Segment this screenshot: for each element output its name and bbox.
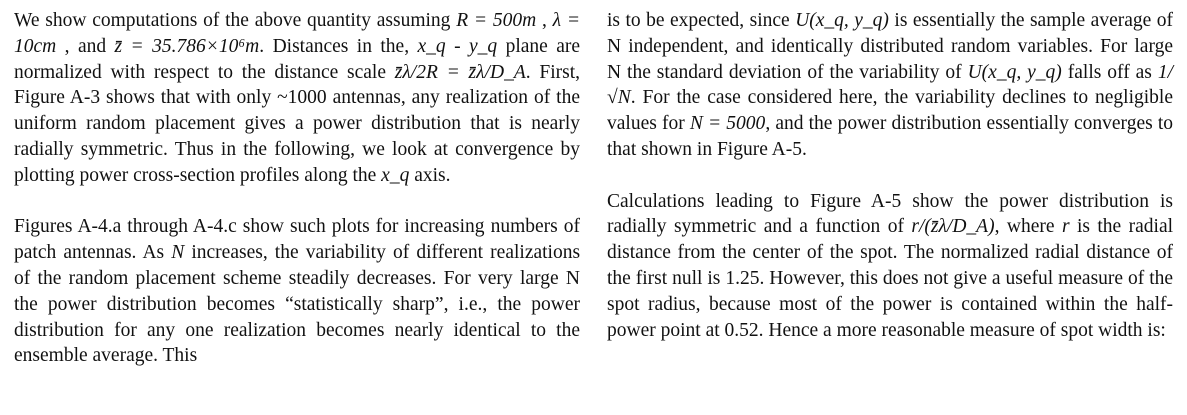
- text: . Distances in the,: [259, 35, 410, 57]
- left-paragraph-2: [14, 214, 580, 369]
- text: is to be expected, since: [607, 10, 790, 31]
- math-z-value: z̄ = 35.786×10⁶m: [114, 35, 260, 57]
- text: different realizations of the random placement scheme steadily: [14, 242, 581, 289]
- math-r: r: [1061, 216, 1070, 238]
- text: axis.: [414, 164, 451, 186]
- text: is radially symmetric and a function of: [607, 190, 1173, 238]
- text: increases, the variability of: [191, 242, 410, 264]
- text: plane are: [505, 35, 581, 57]
- text: is nearly radially symmetric. Thus in the following, we look at: [14, 113, 581, 160]
- text: of the uniform random placement gives a power distribution that: [14, 87, 581, 135]
- math-inverse-sqrt-n: 1/√N: [607, 61, 1174, 109]
- math-distance-scale: z̄λ/2R = z̄λ/D_A: [394, 61, 526, 83]
- text: normalized with respect to the distance scale: [14, 61, 386, 83]
- text: of N independent, and identically distributed random variables. For: [607, 10, 1174, 57]
- text: Figures A-4.a through A-4.c show such plots for increasing: [14, 216, 485, 238]
- text: and: [77, 35, 107, 57]
- text: decreases. For very large N the power distribution becomes: [14, 267, 580, 315]
- text: . For the case considered here, the variability declines: [630, 87, 1067, 109]
- right-paragraph-2: [607, 189, 1173, 344]
- left-column: [14, 8, 580, 369]
- text: large N the standard deviation of the variability of: [607, 35, 1173, 83]
- text: . First,: [525, 61, 581, 83]
- math-plane: x_q - y_q: [417, 35, 498, 57]
- math-u-function: U(x_q, y_q): [967, 61, 1062, 83]
- right-paragraph-1: [607, 8, 1173, 163]
- text: reasonable measure of spot width is:: [881, 319, 1166, 341]
- text: falls: [1067, 61, 1102, 83]
- text: essentially converges to that shown in Figure A-5.: [607, 113, 1174, 160]
- text: off as: [1107, 61, 1152, 83]
- math-normalized-radius: r/(z̄λ/D_A): [911, 216, 995, 238]
- text: Calculations leading to Figure A-5 show the power distribution: [607, 190, 1149, 212]
- text: Figure A-3 shows that with only ~1000 antennas, any realization: [14, 87, 529, 109]
- text: is contained within the half-power point at 0.52. Hence a more: [607, 293, 1174, 341]
- text: to negligible values for: [607, 87, 1174, 135]
- text: realization becomes nearly identical to the ensemble average. This: [14, 319, 581, 367]
- text: is the: [1076, 216, 1122, 238]
- right-column: [607, 8, 1173, 343]
- text: is essentially the sample average: [894, 10, 1152, 31]
- text: , where: [994, 216, 1055, 238]
- math-n-value: N = 5000: [689, 113, 766, 135]
- math-r-value: R = 500m: [456, 10, 537, 31]
- text: numbers of patch antennas. As: [14, 216, 580, 264]
- text: useful measure of the spot radius, because most of the power: [607, 267, 1174, 315]
- text: distance of the first null is 1.25. However, this does not give a: [607, 242, 1173, 289]
- text: radial distance from the center of the spot. The normalized radial: [607, 216, 1174, 264]
- text: convergence by plotting power cross-section profiles along the: [14, 138, 580, 186]
- math-lambda-value: λ = 10cm: [14, 10, 580, 57]
- left-paragraph-1: We show computations of the above quantity assuming R = 500m , λ = 10cm , and z̄ = 35.786×10⁶m. Distances in the, x_q - y_q plane are normalized with respect to the distance scale z̄λ/2R = z̄λ/D_A. First, Figure A-3 shows that with only ~1000 antennas, any realization of the uniform random placement gives a power distribution that is nearly radially symmetric. Thus in the following, we look at convergence by plotting power cross-section profiles along the x_q axis.: [14, 10, 581, 186]
- math-xq: x_q: [381, 164, 410, 186]
- math-n: N: [171, 242, 185, 264]
- text: , and the power distribution: [765, 113, 982, 135]
- math-u-function: U(x_q, y_q): [795, 10, 889, 31]
- text: “statistically sharp”, i.e., the power distribution for any one: [14, 293, 580, 341]
- text: We show computations of the above quantity assuming: [14, 10, 451, 31]
